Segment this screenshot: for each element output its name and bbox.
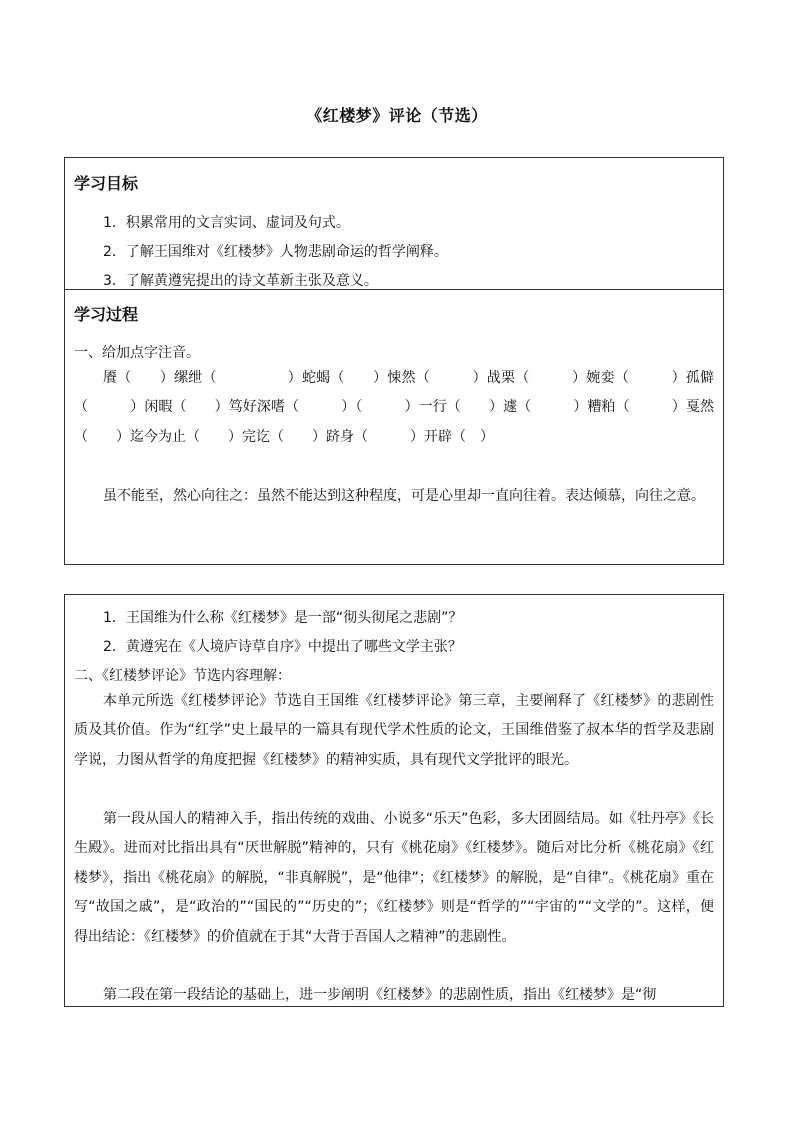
pinyin-exercise-items: 餍（ ）缧绁（ ）蛇蝎（ ）悚然（ ）战栗（ ）婉娈（ ）孤僻（ ）闲暇（ ）笃好深嗜（ ）（ ）一行（ ）遽（ ）糟粕（ ）戛然（ ）迄今为止（ ）完讫（ ）跻身（ ）开辟（ ） (74, 370, 714, 445)
learning-goals-box (64, 157, 724, 290)
document-title: 《红楼梦》评论（节选） (306, 106, 488, 125)
learning-process-box (64, 289, 724, 565)
learning-goals-heading: 学习目标 (74, 174, 139, 193)
questions-box (64, 594, 724, 1007)
question-1: 1．王国维为什么称《红楼梦》是一部“彻头彻尾之悲剧”？ (103, 610, 463, 626)
paragraph-second-section: 第二段在第一段结论的基础上，进一步阐明《红楼梦》的悲剧性质，指出《红楼梦》是“彻 (103, 987, 657, 1003)
idiom-explanation: 虽不能至，然心向往之：虽然不能达到这种程度，可是心里却一直向往着。表达倾慕，向往之意。 (103, 488, 705, 504)
goal-item: 3．了解黄遵宪提出的诗文革新主张及意义。 (103, 273, 378, 289)
question-2: 2．黄遵宪在《人境庐诗草自序》中提出了哪些文学主张？ (103, 639, 462, 655)
comprehension-section-title: 二、《红楼梦评论》节选内容理解： (74, 668, 291, 684)
paragraph-intro: 本单元所选《红楼梦评论》节选自王国维《红楼梦评论》第三章，主要阐释了《红楼梦》的悲剧性质及其价值。作为“红学”史上最早的一篇具有现代学术性质的论文，王国维借鉴了叔本华的哲学及悲剧学说，力图从哲学的角度把握《红楼梦》的精神实质，具有现代文学批评的眼光。 (74, 693, 714, 768)
pinyin-exercise-title: 一、给加点字注音。 (74, 345, 200, 361)
goal-item: 2．了解王国维对《红楼梦》人物悲剧命运的哲学阐释。 (103, 244, 448, 260)
goal-item: 1．积累常用的文言实词、虚词及句式。 (103, 215, 350, 231)
learning-process-heading: 学习过程 (74, 305, 139, 324)
paragraph-first-section: 第一段从国人的精神入手，指出传统的戏曲、小说多“乐天”色彩，多大团圆结局。如《牡丹亭》《长生殿》。进而对比指出具有“厌世解脱”精神的，只有《桃花扇》《红楼梦》。随后对比分析《桃花扇》《红楼梦》，指出《桃花扇》的解脱，“非真解脱”，是“他律”；《红楼梦》的解脱，是“自律”。《桃花扇》重在写“故国之戚”，是“政治的”“国民的”“历史的”；《红楼梦》则是“哲学的”“宇宙的”“文学的”。这样，便得出结论：《红楼梦》的价值就在于其“大背于吾国人之精神”的悲剧性。 (74, 811, 714, 945)
